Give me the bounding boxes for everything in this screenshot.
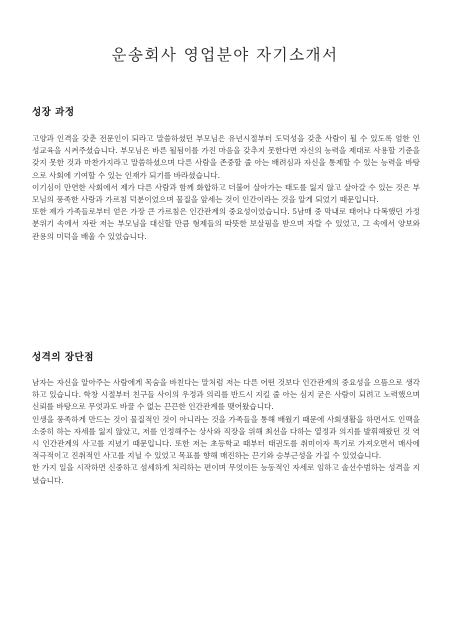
section-heading-personality: 성격의 장단점 <box>32 352 94 363</box>
paragraph: 또한 제가 가족들로부터 얻은 가장 큰 가르침은 인간관계의 중요성이었습니다. 5남매 중 막내로 태어나 다복했던 가정 분위기 속에서 자란 저는 부모님을 대신할 만큼 형제들의 따뜻한 보살핌을 받으며 자랄 수 있었고, 그 속에서 양보와 관용의 미덕을 배울 수 있었습니다. <box>32 207 420 241</box>
section-body-personality <box>32 377 420 487</box>
section-body-growth <box>32 133 420 243</box>
paragraph: 한 가지 일을 시작하면 신중하고 섬세하게 처리하는 편이며 무엇이든 능동적인 자세로 임하고 솔선수범하는 성격을 지녔습니다. <box>32 463 420 485</box>
paragraph: 남자는 자신을 알아주는 사람에게 목숨을 바친다는 말처럼 저는 다른 어떤 것보다 인간관계의 중요성을 으뜸으로 생각하고 있습니다. 학창 시절부터 친구들 사이의 우정과 의리를 반드시 지킬 줄 아는 심지 굳은 사람이 되려고 노력했으며 신뢰를 바탕으로 무엇과도 바꿀 수 없는 끈끈한 인간관계를 맺어왔습니다. <box>32 378 420 412</box>
page-title: 운송회사 영업분야 자기소개서 <box>111 46 339 64</box>
section-heading-growth: 성장 과정 <box>32 107 75 118</box>
paragraph: 고양과 인격을 갖춘 전문인이 되라고 말씀하셨던 부모님은 유년시절부터 도덕성을 갖춘 사람이 될 수 있도록 엄한 인성교육을 시켜주셨습니다. 부모님은 바른 될됨이를 가진 마음을 갖추지 못한다면 자신의 능력을 제대로 사용할 기준을 갖지 못한 것과 마찬가지라고 말씀하셨으며 다른 사람을 존중할 줄 아는 배려심과 자신을 통제할 수 있는 능력을 바탕으로 사회에 기여할 수 있는 인재가 되기를 바라셨습니다. <box>32 134 420 180</box>
paragraph: 인생을 풍족하게 만드는 것이 물질적인 것이 아니라는 것을 가족들을 통해 배웠기 때문에 사회생활을 하면서도 인맥을 소중히 하는 자세를 잃지 않았고, 저를 인정해주는 상사와 직장을 위해 최선을 다하는 열정과 의지를 발휘해왔던 것 역시 인간관계의 사고를 지녔기 때문입니다. 또한 저는 초등학교 때부터 태권도를 취미이자 특기로 가져오면서 매사에 적극적이고 진취적인 사고를 지닐 수 있었고 목표를 향해 매진하는 끈기와 승부근성을 가질 수 있었습니다. <box>32 414 420 461</box>
paragraph: 이기심이 만연한 사회에서 제가 다른 사람과 함께 화합하고 더불어 살아가는 태도를 잃지 않고 살아갈 수 있는 것은 부모님의 풍족한 사랑과 가르침 덕분이었으며 물질을 앞세는 것이 인간이라는 것을 알게 되었기 때문입니다. <box>32 182 420 205</box>
